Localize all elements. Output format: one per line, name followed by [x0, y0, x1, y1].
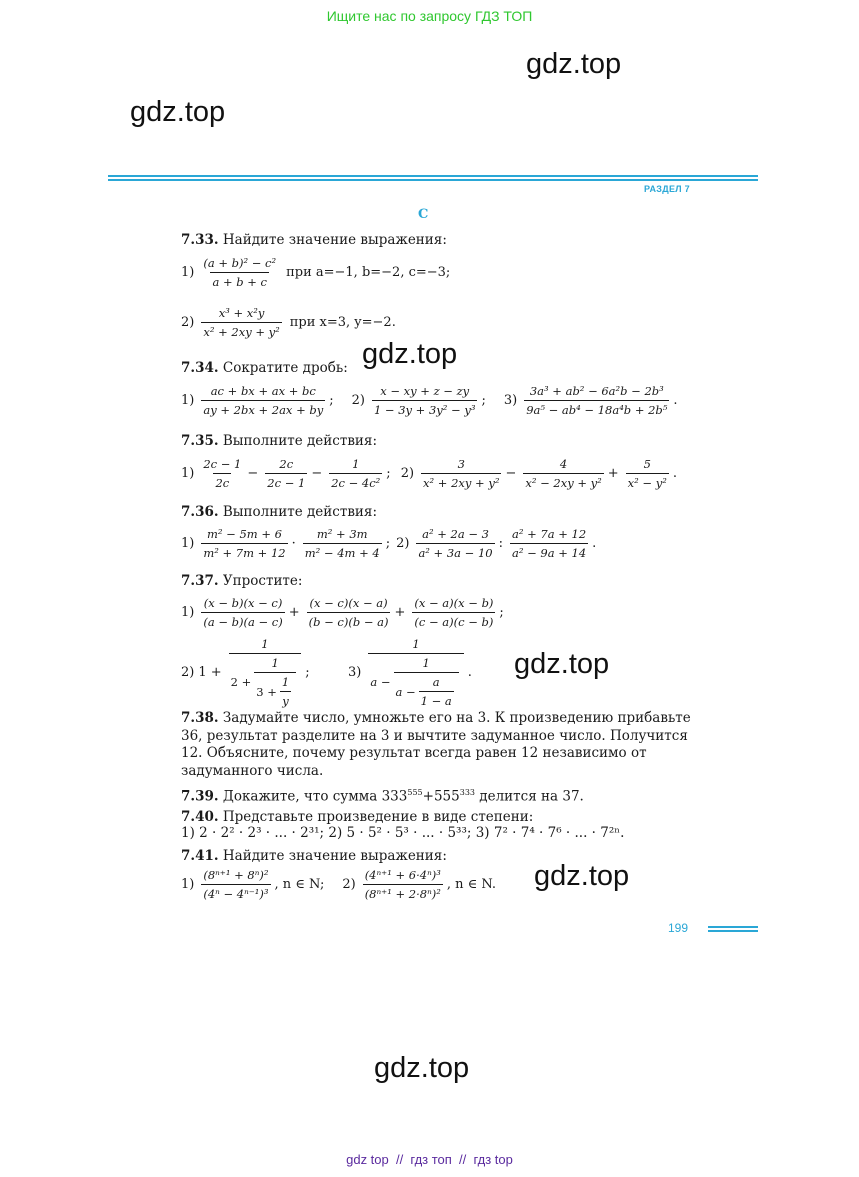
problem-7-37-item-2: 2) 1 + 1 2 + 1 3 + $\frac{1}{y}$ ; — [181, 637, 310, 708]
problem-7-33-item-1: 1) $\frac{\text{(a + b)² − c²}}{a + b + c}$ при a=−1, b=−2, c=−3; — [181, 256, 451, 289]
problem-7-36-items: 1) $\frac{\text{m² − 5m + 6}}{\text{m² + 7m + 12}}$ · $\frac{\text{m² + 3m}}{\text{m² − 4m + 4}}$ ; 2) $\frac{\text{a² + 2a − 3}}{\text{a² + 3a − 10}}$ : $\frac{\text{a² + 7a + 12}}{\text{a² − 9a + 14}}$ . — [181, 527, 597, 560]
problem-7-41-heading: 7.41. Найдите значение выражения: — [181, 848, 447, 864]
problem-7-33-item-2: 2) $\frac{\text{x³ + x²y}}{\text{x² + 2xy + y²}}$ при x=3, y=−2. — [181, 306, 396, 339]
difficulty-level: C — [418, 207, 429, 222]
problem-7-39: 7.39. Докажите, что сумма $333^{555}+555^{333}$ делится на 37. — [181, 788, 584, 805]
top-banner: Ищите нас по запросу ГДЗ ТОП — [326, 8, 533, 24]
problem-7-34-heading: 7.34. Сократите дробь: — [181, 360, 348, 376]
problem-7-33-heading: 7.33. Найдите значение выражения: — [181, 232, 447, 248]
problem-7-35-heading: 7.35. Выполните действия: — [181, 433, 377, 449]
problem-7-34-items: 1) $\frac{ac + bx + ax + bc}{ay + 2bx + 2ax + by}$ ; 2) $\frac{x - xy + z - zy}{\text{1 − 3y + 3y² − y³}}$ ; 3) $\frac{\text{3a³ + ab² − 6a²b − 2b³}}{\text{9a⁵ − ab⁴ − 18a⁴b + 2b⁵}}$ . — [181, 384, 678, 417]
watermark: gdz.top — [362, 338, 458, 370]
watermark: gdz.top — [534, 860, 630, 892]
header-rule — [108, 179, 758, 181]
problem-7-40-items: 1) 2 · 2² · 2³ · ... · 2³¹; 2) 5 · 5² · 5³ · ... · 5³³; 3) 7² · 7⁴ · 7⁶ · ... · 7²ⁿ. — [181, 825, 625, 841]
problem-7-38: 7.38. Задумайте число, умножьте его на 3. К произведению прибавьте 36, результат разделите на 3 и вычтите задуманное число. Получится 12. Объясните, почему результат всегда равен 12 независимо от задуманного числа. — [181, 710, 691, 779]
footer-links[interactable]: gdz top // гдз топ // гдз top — [346, 1152, 513, 1167]
problem-7-37-heading: 7.37. Упростите: — [181, 573, 303, 589]
problem-7-41-items: 1) $\frac{\text{(8ⁿ⁺¹ + 8ⁿ)²}}{\text{(4ⁿ − 4ⁿ⁻¹)³}}$ , n ∈ N; 2) $\frac{\text{(4ⁿ⁺¹ + 6·4ⁿ)³}}{\text{(8ⁿ⁺¹ + 2·8ⁿ)²}}$ , n ∈ N. — [181, 868, 497, 901]
problem-7-37-item-1: 1) $\frac{(x - b)(x - c)}{(a - b)(a - c)}$ + $\frac{(x - c)(x - a)}{(b - c)(b - a)}$ + $\frac{(x - a)(x - b)}{(c - a)(c - b)}$ ; — [181, 596, 504, 629]
header-rule — [108, 175, 758, 177]
page-number: 199 — [668, 921, 689, 935]
watermark: gdz.top — [130, 96, 226, 128]
section-label: РАЗДЕЛ 7 — [644, 184, 690, 194]
watermark: gdz.top — [526, 48, 622, 80]
problem-7-35-items: 1) $\frac{2c - 1}{2c}$ − $\frac{2c}{2c - 1}$ − $\frac{1}{\text{2c − 4c²}}$ ; 2) $\frac{3}{\text{x² + 2xy + y²}}$ − $\frac{4}{\text{x² − 2xy + y²}}$ + $\frac{5}{\text{x² − y²}}$ . — [181, 457, 677, 490]
page-number-rule — [708, 930, 758, 932]
problem-7-40-heading: 7.40. Представьте произведение в виде степени: — [181, 809, 534, 825]
problem-7-36-heading: 7.36. Выполните действия: — [181, 504, 377, 520]
page-number-rule — [708, 926, 758, 928]
watermark: gdz.top — [374, 1052, 470, 1084]
problem-7-37-item-3: 3) 1 a − 1 a − $\frac{a}{1 - a}$ . — [348, 637, 472, 708]
watermark: gdz.top — [514, 648, 610, 680]
